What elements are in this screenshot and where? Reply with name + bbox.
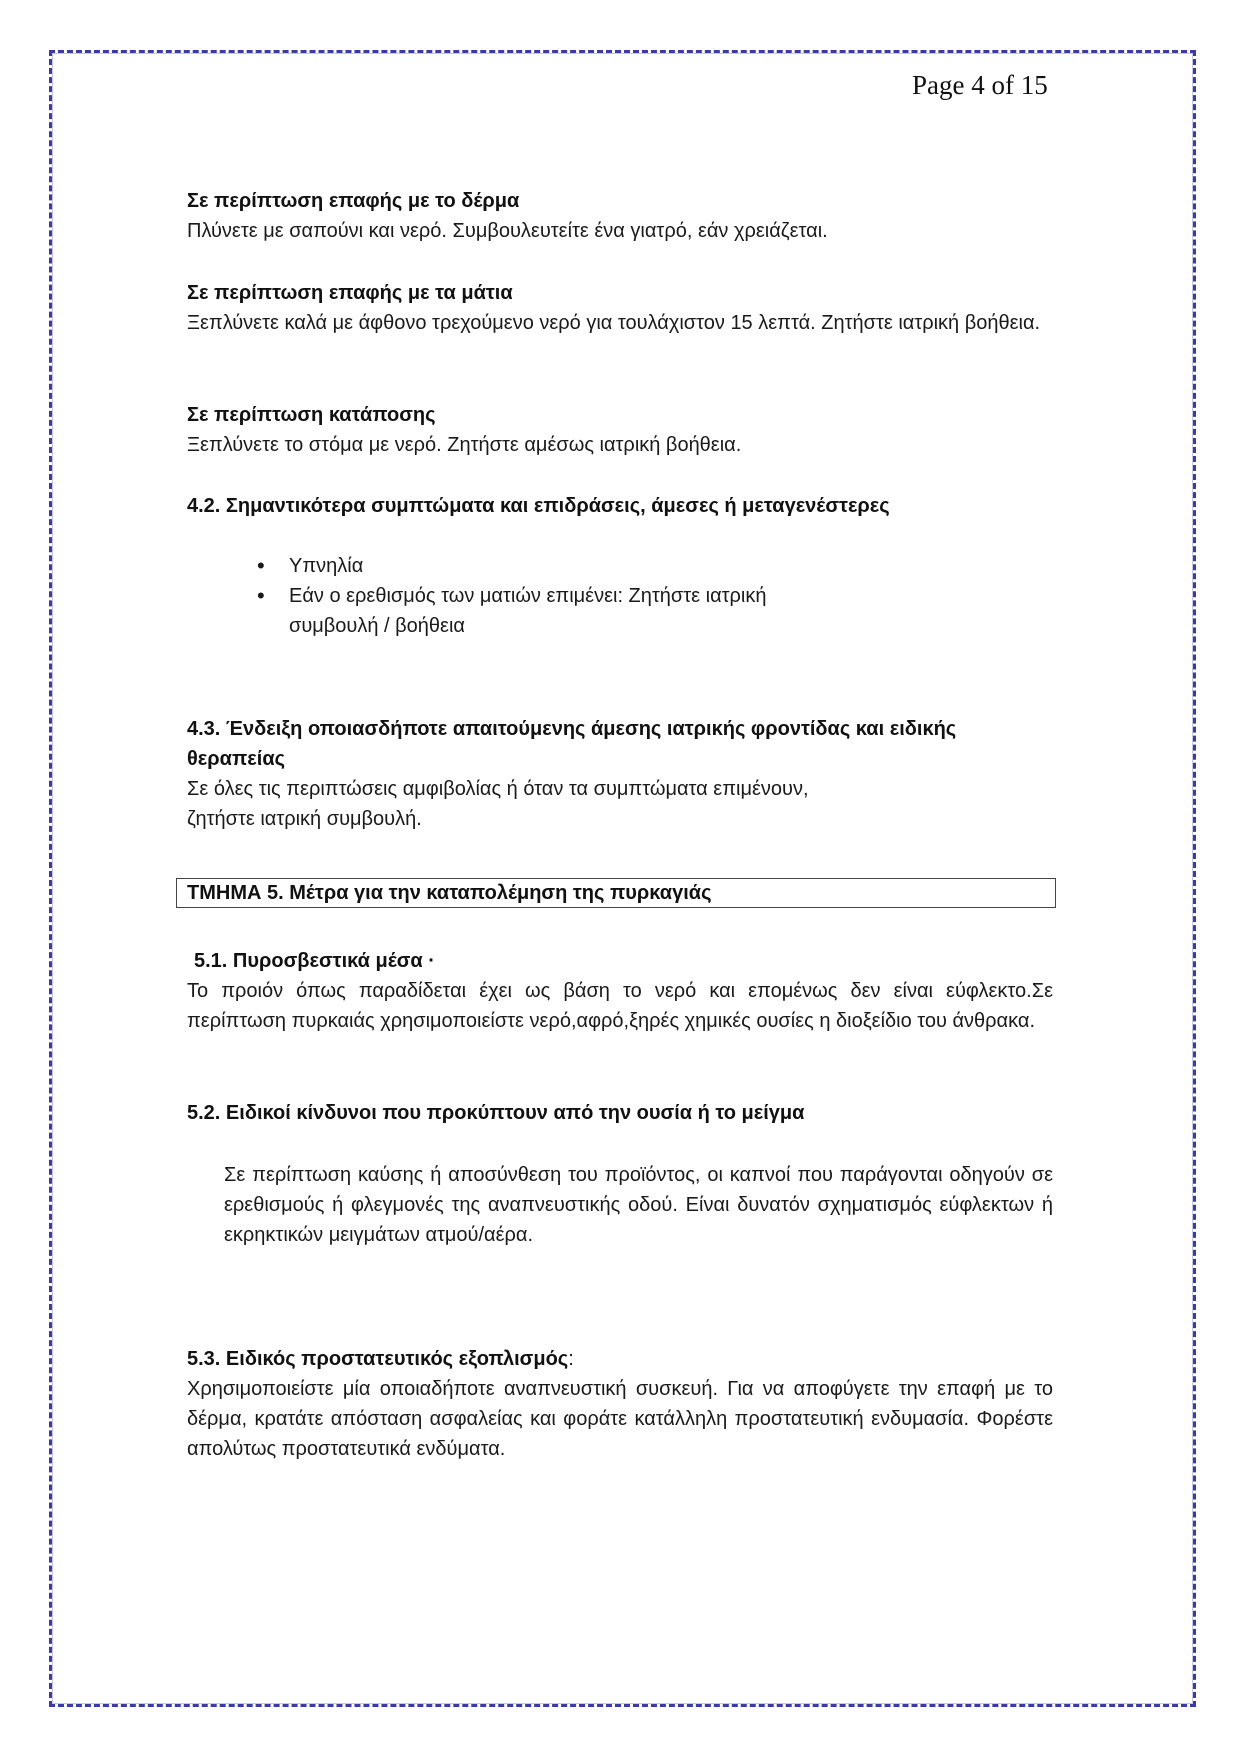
section-5-3-heading-line xyxy=(187,1344,1053,1374)
section-5-1-text: Το προιόν όπως παραδίδεται έχει ως βάση το νερό και επομένως δεν είναι εύφλεκτο.Σε περίπτωση πυρκαιάς χρησιμοποιείστε νερό,αφρό,ξηρές χημικές ουσίες η διοξείδιο του άνθρακα. xyxy=(187,980,1053,1032)
section-5-3 xyxy=(187,1344,1053,1464)
ingestion-section xyxy=(187,400,1053,460)
section-5-title-box xyxy=(176,878,1056,908)
section-5-title: ΤΜΗΜΑ 5. Μέτρα για την καταπολέμηση της πυρκαγιάς xyxy=(187,882,712,904)
ingestion-text: Ξεπλύνετε το στόμα με νερό. Ζητήστε αμέσως ιατρική βοήθεια. xyxy=(187,434,742,456)
skin-contact-section xyxy=(187,186,1053,246)
eye-contact-heading: Σε περίπτωση επαφής με τα μάτια xyxy=(187,282,513,304)
section-4-3 xyxy=(187,714,1053,834)
section-4-2-heading: 4.2. Σημαντικότερα συμπτώματα και επιδράσεις, άμεσες ή μεταγενέστερες xyxy=(187,495,890,517)
section-5-2-body xyxy=(187,1160,1053,1250)
section-5-1 xyxy=(187,946,1053,1036)
symptom-list xyxy=(187,551,1053,641)
section-4-3-text-line1: Σε όλες τις περιπτώσεις αμφιβολίας ή όταν τα συμπτώματα επιμένουν, xyxy=(187,778,809,800)
section-5-3-heading-suffix: : xyxy=(568,1348,574,1370)
section-5-2-text: Σε περίπτωση καύσης ή αποσύνθεση του προϊόντος, οι καπνοί που παράγονται οδηγούν σε ερεθισμούς ή φλεγμονές της αναπνευστικής οδού. Είναι δυνατόν σχηματισμός εύφλεκτων ή εκρηκτικών μειγμάτων ατμού/αέρα. xyxy=(224,1164,1053,1246)
list-item: • Υπνηλία xyxy=(257,551,1053,581)
eye-contact-text: Ξεπλύνετε καλά με άφθονο τρεχούμενο νερό για τουλάχιστον 15 λεπτά. Ζητήστε ιατρική βοήθεια. xyxy=(187,312,1041,334)
skin-contact-heading: Σε περίπτωση επαφής με το δέρμα xyxy=(187,190,520,212)
ingestion-heading: Σε περίπτωση κατάποσης xyxy=(187,404,436,426)
section-5-1-heading: 5.1. Πυροσβεστικά μέσα · xyxy=(194,950,435,972)
section-5-2-heading: 5.2. Ειδικοί κίνδυνοι που προκύπτουν από την ουσία ή το μείγμα xyxy=(187,1102,805,1124)
section-5-3-heading: 5.3. Ειδικός προστατευτικός εξοπλισμός xyxy=(187,1348,569,1370)
section-5-3-text: Χρησιμοποιείστε μία οποιαδήποτε αναπνευστική συσκευή. Για να αποφύγετε την επαφή με το δέρμα, κρατάτε απόσταση ασφαλείας και φοράτε κατάλληλη προστατευτική ενδυμασία. Φορέστε απολύτως προστατευτικά ενδύματα. xyxy=(187,1378,1053,1460)
list-item: • Εάν ο ερεθισμός των ματιών επιμένει: Ζητήστε ιατρική συμβουλή / βοήθεια xyxy=(257,581,849,641)
page-number: Page 4 of 15 xyxy=(912,70,1048,100)
section-4-2 xyxy=(187,491,1053,521)
section-4-2-list xyxy=(187,551,1053,641)
skin-contact-text: Πλύνετε με σαπούνι και νερό. Συμβουλευτείτε ένα γιατρό, εάν χρειάζεται. xyxy=(187,220,828,242)
section-5-2 xyxy=(187,1098,1053,1128)
section-4-3-text-line2: ζητήστε ιατρική συμβουλή. xyxy=(187,808,422,830)
section-4-3-heading: 4.3. Ένδειξη οποιασδήποτε απαιτούμενης άμεσης ιατρικής φροντίδας και ειδικής θεραπείας xyxy=(187,718,957,770)
eye-contact-section xyxy=(187,278,1053,338)
